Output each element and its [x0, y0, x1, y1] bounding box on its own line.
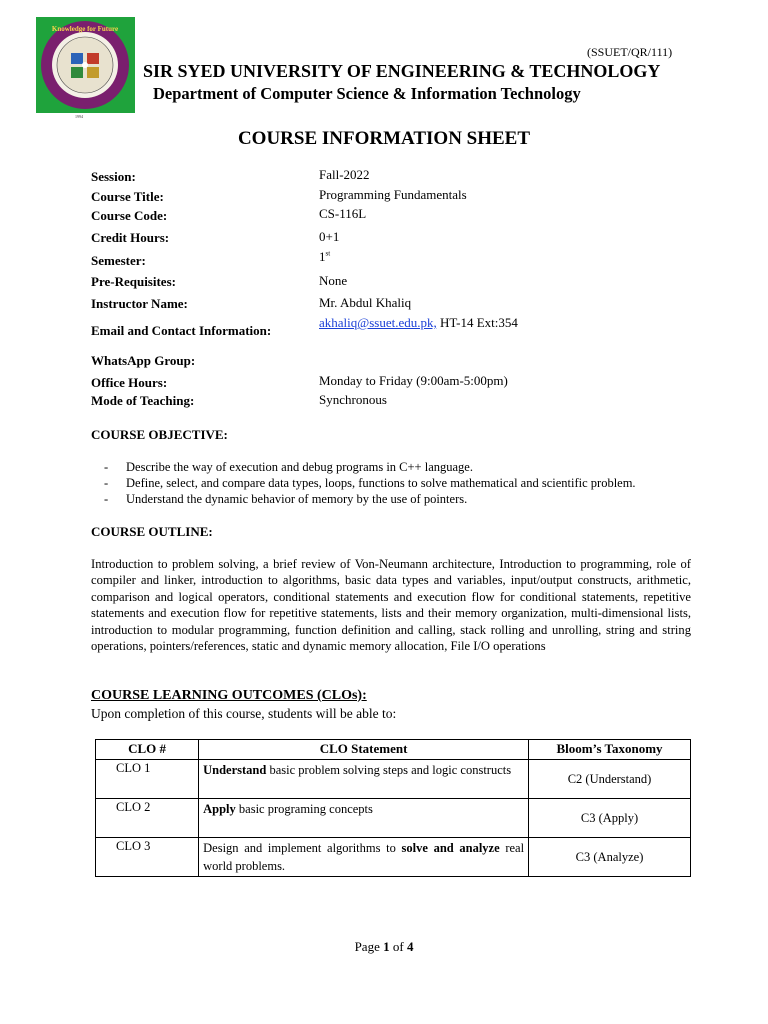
email-link[interactable]: akhaliq@ssuet.edu.pk, — [319, 315, 437, 330]
list-item: - Define, select, and compare data types, loops, functions to solve mathematical and scientific problem. — [104, 476, 636, 490]
clo-statement: Design and implement algorithms to solve and analyze real world problems. — [199, 838, 529, 877]
list-item: - Describe the way of execution and debug programs in C++ language. — [104, 460, 473, 474]
column-header: CLO Statement — [199, 740, 529, 760]
office-hours-value: Monday to Friday (9:00am-5:00pm) — [319, 373, 508, 388]
contact-value: akhaliq@ssuet.edu.pk, HT-14 Ext:354 — [319, 315, 518, 330]
prerequisites-value: None — [319, 273, 348, 288]
form-code: (SSUET/QR/111) — [587, 45, 673, 59]
semester-label: Semester: — [91, 253, 146, 268]
clo-bloom: C3 (Analyze) — [529, 838, 691, 877]
clo-statement: Understand basic problem solving steps and logic constructs — [199, 760, 529, 799]
list-item: - Understand the dynamic behavior of memory by the use of pointers. — [104, 492, 468, 506]
office-hours-label: Office Hours: — [91, 375, 168, 390]
table-row — [96, 760, 691, 799]
clo-statement: Apply basic programing concepts — [199, 799, 529, 838]
clo-id: CLO 1 — [96, 760, 199, 799]
table-header-row — [96, 740, 691, 760]
clo-bloom: C3 (Apply) — [529, 799, 691, 838]
session-value: Fall-2022 — [319, 167, 370, 182]
instructor-label: Instructor Name: — [91, 296, 188, 311]
course-code-value: CS-116L — [319, 206, 367, 221]
clo-bloom: C2 (Understand) — [529, 760, 691, 799]
university-logo — [36, 17, 135, 113]
mode-label: Mode of Teaching: — [91, 393, 195, 408]
clo-id: CLO 2 — [96, 799, 199, 838]
column-header: CLO # — [96, 740, 199, 760]
clo-intro: Upon completion of this course, students will be able to: — [91, 706, 397, 721]
session-label: Session: — [91, 169, 136, 184]
whatsapp-label: WhatsApp Group: — [91, 353, 196, 368]
mode-value: Synchronous — [319, 392, 387, 407]
page-number: Page 1 of 4 — [354, 939, 414, 954]
logo-motto: Knowledge for Future — [51, 25, 119, 33]
course-title-label: Course Title: — [91, 189, 164, 204]
column-header: Bloom’s Taxonomy — [529, 740, 691, 760]
objective-list — [104, 459, 636, 507]
outline-heading: COURSE OUTLINE: — [91, 524, 213, 539]
credit-hours-label: Credit Hours: — [91, 230, 170, 245]
clo-table — [95, 739, 691, 877]
page-title: COURSE INFORMATION SHEET — [237, 128, 531, 149]
clo-id: CLO 3 — [96, 838, 199, 877]
department-name: Department of Computer Science & Information Technology — [153, 84, 581, 103]
objective-heading: COURSE OBJECTIVE: — [91, 427, 228, 442]
credit-hours-value: 0+1 — [319, 229, 340, 244]
table-row — [96, 838, 691, 877]
outline-text: Introduction to problem solving, a brief review of Von-Neumann architecture, Introduction to programming, role of compiler and linker, introduction to algorithms, basic data types and variables, input/output constructs, arithmetic, comparison and logical operators, conditional statements and execution flow for conditional statements, repetitive statements and execution flow for repetitive statements, lists and their memory organization, multi-dimensional lists, introduction to modular programming, function definition and calling, stack rolling and unrolling, string and string operations, pointers/references, static and dynamic memory allocation, File I/O operations — [91, 557, 691, 654]
table-row — [96, 799, 691, 838]
contact-label: Email and Contact Information: — [91, 323, 272, 338]
university-name: SIR SYED UNIVERSITY OF ENGINEERING & TECHNOLOGY — [143, 61, 661, 81]
course-code-label: Course Code: — [91, 208, 168, 223]
instructor-value: Mr. Abdul Khaliq — [319, 295, 412, 310]
course-title-value: Programming Fundamentals — [319, 187, 467, 202]
prerequisites-label: Pre-Requisites: — [91, 274, 176, 289]
clo-heading: COURSE LEARNING OUTCOMES (CLOs): — [91, 688, 367, 703]
logo-caption: 1994 — [75, 114, 83, 119]
semester-value: 1st — [319, 249, 331, 264]
